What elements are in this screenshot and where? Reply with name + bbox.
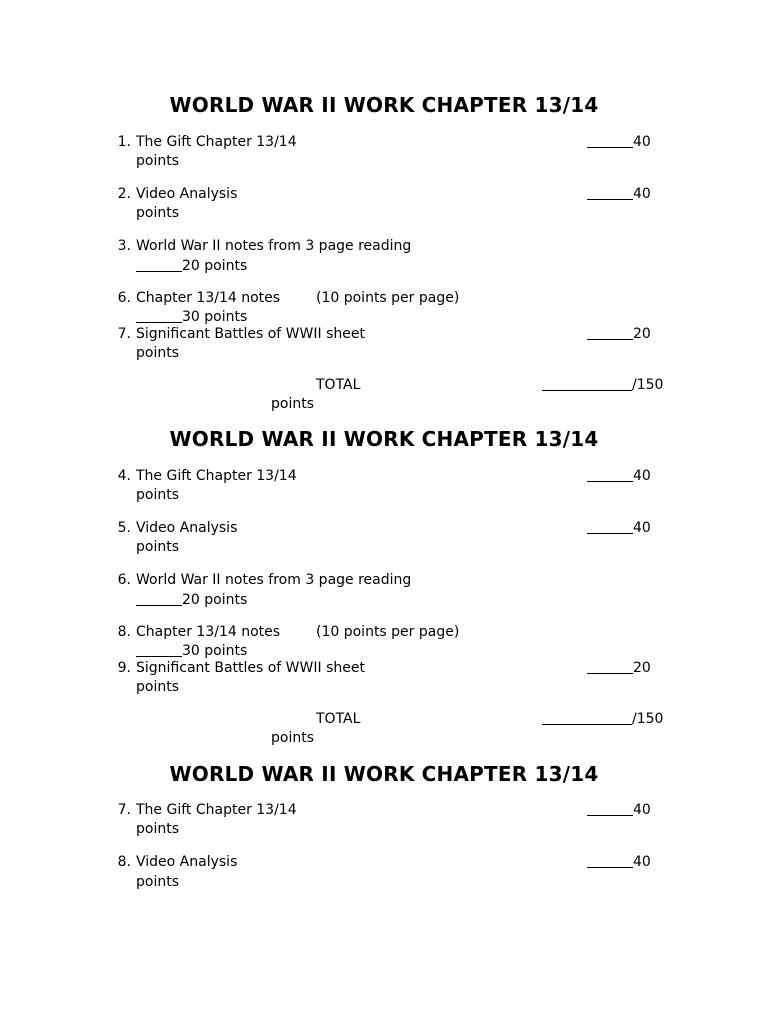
item-label: The Gift Chapter 13/14 — [136, 802, 297, 818]
blank-line — [542, 376, 632, 391]
item-number: 8. — [117, 624, 131, 640]
item-points: 20 — [633, 660, 651, 676]
blank-line — [136, 642, 182, 657]
points-unit: points — [136, 205, 179, 221]
section-title: WORLD WAR II WORK CHAPTER 13/14 — [169, 762, 599, 786]
total-field — [542, 376, 663, 394]
score-field — [587, 801, 651, 819]
total-points: /150 — [632, 711, 664, 727]
score-field — [587, 185, 651, 203]
item-number: 2. — [117, 186, 131, 202]
points-unit: points — [136, 487, 179, 503]
points-unit: points — [136, 679, 179, 695]
item-label: Significant Battles of WWII sheet — [136, 660, 365, 676]
blank-line — [587, 801, 633, 816]
blank-line — [542, 710, 632, 725]
blank-line — [136, 591, 182, 606]
item-number: 6. — [117, 572, 131, 588]
item-number: 9. — [117, 660, 131, 676]
item-label: The Gift Chapter 13/14 — [136, 134, 297, 150]
item-note: (10 points per page) — [316, 290, 460, 306]
item-points: 40 — [633, 468, 651, 484]
blank-line — [136, 257, 182, 272]
item-points: 20 points — [182, 258, 248, 274]
blank-line — [587, 519, 633, 534]
points-unit: points — [271, 396, 314, 412]
item-number: 7. — [117, 326, 131, 342]
item-label: Video Analysis — [136, 854, 238, 870]
score-field — [587, 467, 651, 485]
total-label: TOTAL — [316, 711, 361, 727]
item-points: 30 points — [182, 643, 248, 659]
total-points: /150 — [632, 377, 664, 393]
worksheet-section — [0, 93, 768, 427]
item-points: 20 points — [182, 592, 248, 608]
total-field — [542, 710, 663, 728]
item-points: 40 — [633, 134, 651, 150]
item-points: 20 — [633, 326, 651, 342]
score-field — [587, 325, 651, 343]
worksheet-section — [0, 427, 768, 761]
item-label: Chapter 13/14 notes — [136, 290, 281, 306]
item-points: 40 — [633, 802, 651, 818]
score-field — [136, 308, 247, 326]
score-field — [587, 659, 651, 677]
total-label: TOTAL — [316, 377, 361, 393]
points-unit: points — [136, 874, 179, 890]
item-number: 4. — [117, 468, 131, 484]
item-label: Video Analysis — [136, 186, 238, 202]
points-unit: points — [136, 153, 179, 169]
item-number: 8. — [117, 854, 131, 870]
section-title: WORLD WAR II WORK CHAPTER 13/14 — [169, 427, 599, 451]
section-title: WORLD WAR II WORK CHAPTER 13/14 — [169, 93, 599, 117]
blank-line — [587, 659, 633, 674]
blank-line — [587, 467, 633, 482]
item-points: 30 points — [182, 309, 248, 325]
score-field — [587, 853, 651, 871]
item-label: World War II notes from 3 page reading — [136, 572, 412, 588]
points-unit: points — [136, 821, 179, 837]
score-field — [136, 591, 247, 609]
item-note: (10 points per page) — [316, 624, 460, 640]
blank-line — [136, 308, 182, 323]
blank-line — [587, 185, 633, 200]
item-label: World War II notes from 3 page reading — [136, 238, 412, 254]
item-points: 40 — [633, 854, 651, 870]
points-unit: points — [271, 730, 314, 746]
worksheet-section — [0, 762, 768, 902]
score-field — [136, 257, 247, 275]
item-number: 1. — [117, 134, 131, 150]
score-field — [587, 519, 651, 537]
score-field — [587, 133, 651, 151]
blank-line — [587, 853, 633, 868]
score-field — [136, 642, 247, 660]
points-unit: points — [136, 345, 179, 361]
item-label: Significant Battles of WWII sheet — [136, 326, 365, 342]
item-points: 40 — [633, 186, 651, 202]
item-label: Video Analysis — [136, 520, 238, 536]
item-number: 7. — [117, 802, 131, 818]
item-label: Chapter 13/14 notes — [136, 624, 281, 640]
points-unit: points — [136, 539, 179, 555]
item-points: 40 — [633, 520, 651, 536]
blank-line — [587, 133, 633, 148]
item-label: The Gift Chapter 13/14 — [136, 468, 297, 484]
item-number: 3. — [117, 238, 131, 254]
blank-line — [587, 325, 633, 340]
item-number: 6. — [117, 290, 131, 306]
item-number: 5. — [117, 520, 131, 536]
